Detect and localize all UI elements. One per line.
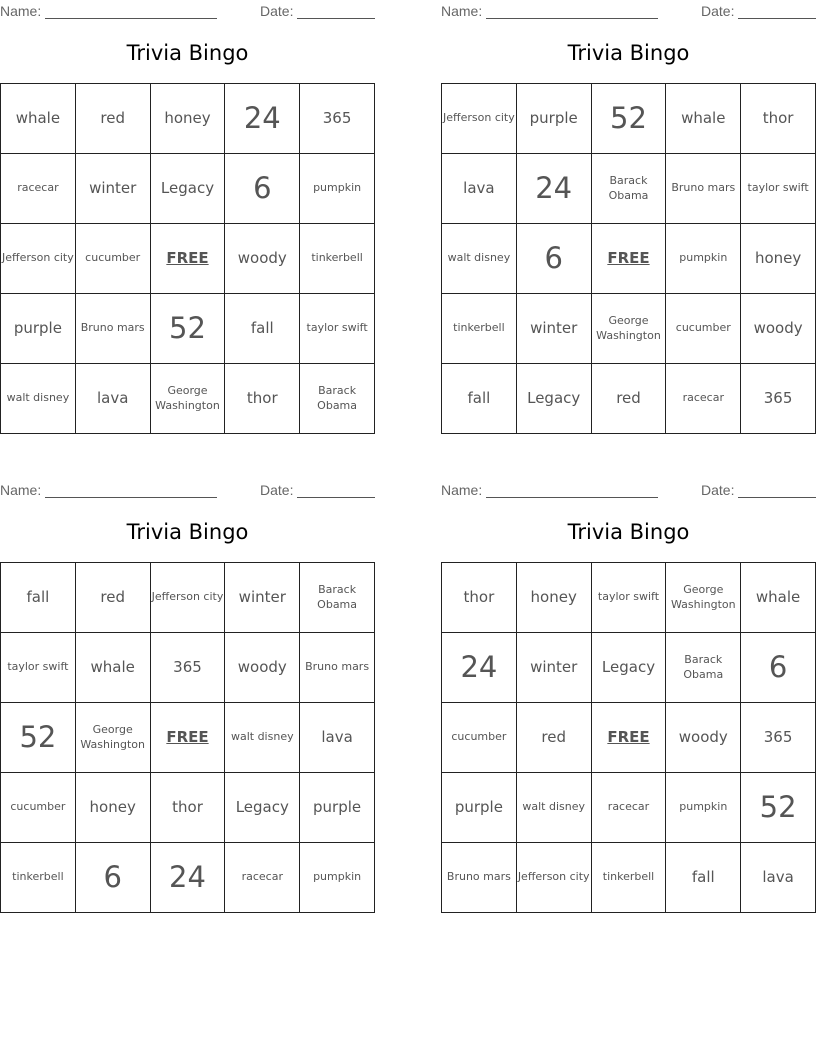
bingo-cell: purple	[517, 84, 592, 154]
bingo-cell: Legacy	[517, 364, 592, 434]
bingo-cell: 24	[442, 633, 517, 703]
date-blank	[738, 497, 816, 498]
bingo-cell: Bruno mars	[666, 154, 741, 224]
bingo-cell: woody	[741, 294, 816, 364]
bingo-cell: taylor swift	[1, 633, 76, 703]
bingo-cell: purple	[1, 294, 76, 364]
bingo-cell: woody	[225, 224, 300, 294]
bingo-cell: Legacy	[592, 633, 667, 703]
card-title: Trivia Bingo	[126, 41, 249, 65]
bingo-cell: lava	[741, 843, 816, 913]
bingo-cell: tinkerbell	[300, 224, 375, 294]
name-label: Name:	[0, 482, 42, 498]
bingo-cell: red	[592, 364, 667, 434]
bingo-cell: walt disney	[1, 364, 76, 434]
card-title: Trivia Bingo	[126, 520, 249, 544]
bingo-cell: fall	[666, 843, 741, 913]
bingo-cell: pumpkin	[300, 154, 375, 224]
bingo-cell: woody	[666, 703, 741, 773]
bingo-grid	[441, 83, 816, 434]
bingo-cell: tinkerbell	[1, 843, 76, 913]
bingo-cell: honey	[76, 773, 151, 843]
bingo-cell: winter	[517, 294, 592, 364]
bingo-cell: woody	[225, 633, 300, 703]
name-date-line	[0, 3, 375, 19]
bingo-cell: fall	[225, 294, 300, 364]
bingo-cell: George Washington	[151, 364, 226, 434]
bingo-grid	[0, 562, 375, 913]
name-blank	[45, 497, 217, 498]
free-space: FREE	[151, 703, 226, 773]
bingo-cell: racecar	[666, 364, 741, 434]
bingo-cell: lava	[442, 154, 517, 224]
name-date-line	[441, 3, 816, 19]
bingo-cell: Jefferson city	[1, 224, 76, 294]
bingo-cell: walt disney	[225, 703, 300, 773]
bingo-cell: Jefferson city	[442, 84, 517, 154]
bingo-cell: cucumber	[666, 294, 741, 364]
bingo-cell: Barack Obama	[300, 364, 375, 434]
bingo-cell: racecar	[225, 843, 300, 913]
bingo-cell: Jefferson city	[151, 563, 226, 633]
bingo-cell: honey	[151, 84, 226, 154]
bingo-cell: 6	[76, 843, 151, 913]
bingo-cell: 52	[741, 773, 816, 843]
bingo-cell: 24	[151, 843, 226, 913]
free-space: FREE	[592, 703, 667, 773]
bingo-cell: 6	[225, 154, 300, 224]
bingo-cell: Jefferson city	[517, 843, 592, 913]
name-blank	[45, 18, 217, 19]
bingo-cell: racecar	[592, 773, 667, 843]
bingo-cell: winter	[517, 633, 592, 703]
bingo-cell: thor	[741, 84, 816, 154]
bingo-cell: 24	[225, 84, 300, 154]
bingo-cell: purple	[442, 773, 517, 843]
bingo-cell: 52	[151, 294, 226, 364]
bingo-cell: whale	[76, 633, 151, 703]
name-label: Name:	[441, 482, 483, 498]
bingo-grid	[441, 562, 816, 913]
name-label: Name:	[441, 3, 483, 19]
bingo-cell: taylor swift	[300, 294, 375, 364]
bingo-cell: purple	[300, 773, 375, 843]
bingo-cell: fall	[1, 563, 76, 633]
bingo-cell: honey	[517, 563, 592, 633]
bingo-cell: winter	[225, 563, 300, 633]
bingo-cell: Barack Obama	[666, 633, 741, 703]
bingo-cell: tinkerbell	[442, 294, 517, 364]
bingo-cell: whale	[1, 84, 76, 154]
bingo-cell: 52	[1, 703, 76, 773]
bingo-cell: honey	[741, 224, 816, 294]
bingo-cell: Bruno mars	[76, 294, 151, 364]
bingo-cell: red	[517, 703, 592, 773]
bingo-cell: pumpkin	[666, 224, 741, 294]
bingo-cell: 52	[592, 84, 667, 154]
bingo-cell: pumpkin	[300, 843, 375, 913]
bingo-cell: Legacy	[225, 773, 300, 843]
bingo-cell: George Washington	[666, 563, 741, 633]
date-label: Date:	[260, 482, 294, 498]
bingo-cell: Bruno mars	[442, 843, 517, 913]
date-blank	[738, 18, 816, 19]
name-date-line	[0, 482, 375, 498]
bingo-cell: taylor swift	[741, 154, 816, 224]
bingo-cell: thor	[151, 773, 226, 843]
bingo-cell: thor	[442, 563, 517, 633]
name-label: Name:	[0, 3, 42, 19]
date-label: Date:	[260, 3, 294, 19]
bingo-cell: 365	[300, 84, 375, 154]
bingo-cell: 365	[741, 703, 816, 773]
bingo-cell: Legacy	[151, 154, 226, 224]
bingo-cell: 365	[741, 364, 816, 434]
bingo-cell: cucumber	[76, 224, 151, 294]
bingo-cell: lava	[76, 364, 151, 434]
bingo-cell: fall	[442, 364, 517, 434]
bingo-cell: 6	[517, 224, 592, 294]
name-blank	[486, 497, 658, 498]
card-title: Trivia Bingo	[567, 520, 690, 544]
bingo-cell: Bruno mars	[300, 633, 375, 703]
free-space: FREE	[151, 224, 226, 294]
bingo-cell: cucumber	[442, 703, 517, 773]
date-label: Date:	[701, 482, 735, 498]
free-space: FREE	[592, 224, 667, 294]
bingo-cell: 6	[741, 633, 816, 703]
bingo-cell: thor	[225, 364, 300, 434]
name-date-line	[441, 482, 816, 498]
date-label: Date:	[701, 3, 735, 19]
bingo-cell: George Washington	[76, 703, 151, 773]
date-blank	[297, 497, 375, 498]
name-blank	[486, 18, 658, 19]
bingo-grid	[0, 83, 375, 434]
bingo-cell: tinkerbell	[592, 843, 667, 913]
bingo-cell: whale	[666, 84, 741, 154]
bingo-cell: Barack Obama	[300, 563, 375, 633]
bingo-cell: 24	[517, 154, 592, 224]
bingo-cell: racecar	[1, 154, 76, 224]
bingo-cell: George Washington	[592, 294, 667, 364]
bingo-cell: 365	[151, 633, 226, 703]
date-blank	[297, 18, 375, 19]
bingo-cell: red	[76, 84, 151, 154]
bingo-cell: cucumber	[1, 773, 76, 843]
bingo-cell: Barack Obama	[592, 154, 667, 224]
bingo-cell: winter	[76, 154, 151, 224]
bingo-cell: whale	[741, 563, 816, 633]
bingo-cell: walt disney	[442, 224, 517, 294]
bingo-cell: walt disney	[517, 773, 592, 843]
bingo-cell: taylor swift	[592, 563, 667, 633]
bingo-cell: red	[76, 563, 151, 633]
bingo-cell: lava	[300, 703, 375, 773]
card-title: Trivia Bingo	[567, 41, 690, 65]
bingo-cell: pumpkin	[666, 773, 741, 843]
